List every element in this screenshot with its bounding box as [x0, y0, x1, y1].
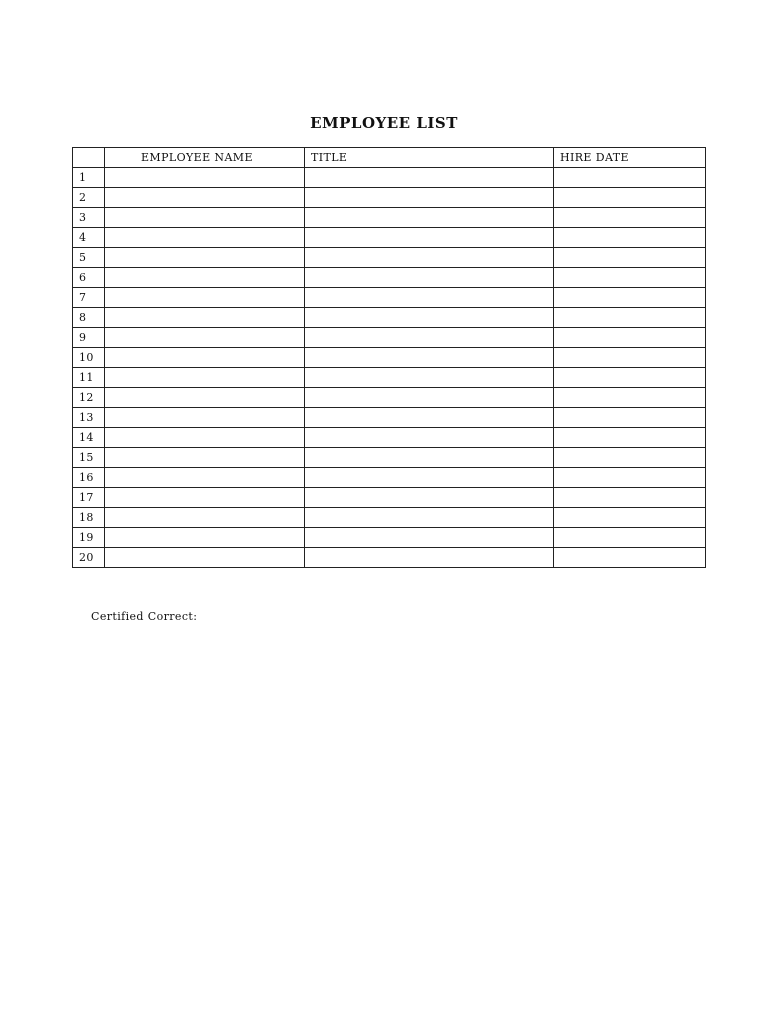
table-row	[73, 188, 706, 208]
title-cell[interactable]	[305, 388, 554, 408]
header-employee-name: EMPLOYEE NAME	[105, 148, 305, 168]
employee-name-cell[interactable]	[105, 308, 305, 328]
hire-date-cell[interactable]	[554, 168, 706, 188]
table-row	[73, 168, 706, 188]
table-row	[73, 228, 706, 248]
table-row	[73, 248, 706, 268]
employee-table	[72, 147, 706, 568]
row-number: 9	[73, 328, 105, 348]
header-number	[73, 148, 105, 168]
table-row	[73, 448, 706, 468]
hire-date-cell[interactable]	[554, 428, 706, 448]
title-cell[interactable]	[305, 368, 554, 388]
employee-name-cell[interactable]	[105, 208, 305, 228]
employee-name-cell[interactable]	[105, 328, 305, 348]
employee-name-cell[interactable]	[105, 528, 305, 548]
hire-date-cell[interactable]	[554, 348, 706, 368]
table-row	[73, 388, 706, 408]
hire-date-cell[interactable]	[554, 488, 706, 508]
row-number: 15	[73, 448, 105, 468]
hire-date-cell[interactable]	[554, 448, 706, 468]
hire-date-cell[interactable]	[554, 308, 706, 328]
row-number: 13	[73, 408, 105, 428]
row-number: 16	[73, 468, 105, 488]
title-cell[interactable]	[305, 268, 554, 288]
row-number: 12	[73, 388, 105, 408]
employee-name-cell[interactable]	[105, 388, 305, 408]
hire-date-cell[interactable]	[554, 288, 706, 308]
title-cell[interactable]	[305, 328, 554, 348]
table-row	[73, 428, 706, 448]
title-cell[interactable]	[305, 308, 554, 328]
title-cell[interactable]	[305, 448, 554, 468]
employee-name-cell[interactable]	[105, 508, 305, 528]
table-row	[73, 548, 706, 568]
employee-name-cell[interactable]	[105, 228, 305, 248]
row-number: 1	[73, 168, 105, 188]
title-cell[interactable]	[305, 288, 554, 308]
title-cell[interactable]	[305, 348, 554, 368]
row-number: 17	[73, 488, 105, 508]
table-header-row	[73, 148, 706, 168]
row-number: 7	[73, 288, 105, 308]
row-number: 18	[73, 508, 105, 528]
header-hire-date: HIRE DATE	[554, 148, 706, 168]
hire-date-cell[interactable]	[554, 248, 706, 268]
table-row	[73, 208, 706, 228]
title-cell[interactable]	[305, 408, 554, 428]
table-row	[73, 488, 706, 508]
row-number: 14	[73, 428, 105, 448]
table-row	[73, 528, 706, 548]
header-title: TITLE	[305, 148, 554, 168]
hire-date-cell[interactable]	[554, 188, 706, 208]
hire-date-cell[interactable]	[554, 408, 706, 428]
employee-name-cell[interactable]	[105, 548, 305, 568]
title-cell[interactable]	[305, 168, 554, 188]
employee-name-cell[interactable]	[105, 168, 305, 188]
title-cell[interactable]	[305, 528, 554, 548]
hire-date-cell[interactable]	[554, 228, 706, 248]
table-row	[73, 368, 706, 388]
hire-date-cell[interactable]	[554, 468, 706, 488]
row-number: 2	[73, 188, 105, 208]
employee-name-cell[interactable]	[105, 448, 305, 468]
title-cell[interactable]	[305, 188, 554, 208]
employee-name-cell[interactable]	[105, 488, 305, 508]
hire-date-cell[interactable]	[554, 208, 706, 228]
title-cell[interactable]	[305, 488, 554, 508]
table-row	[73, 288, 706, 308]
title-cell[interactable]	[305, 548, 554, 568]
hire-date-cell[interactable]	[554, 548, 706, 568]
row-number: 20	[73, 548, 105, 568]
table-row	[73, 508, 706, 528]
title-cell[interactable]	[305, 508, 554, 528]
row-number: 6	[73, 268, 105, 288]
table-row	[73, 268, 706, 288]
title-cell[interactable]	[305, 248, 554, 268]
row-number: 11	[73, 368, 105, 388]
title-cell[interactable]	[305, 428, 554, 448]
row-number: 10	[73, 348, 105, 368]
hire-date-cell[interactable]	[554, 368, 706, 388]
row-number: 5	[73, 248, 105, 268]
table-row	[73, 328, 706, 348]
employee-name-cell[interactable]	[105, 468, 305, 488]
row-number: 19	[73, 528, 105, 548]
hire-date-cell[interactable]	[554, 388, 706, 408]
employee-name-cell[interactable]	[105, 248, 305, 268]
title-cell[interactable]	[305, 468, 554, 488]
employee-name-cell[interactable]	[105, 428, 305, 448]
hire-date-cell[interactable]	[554, 328, 706, 348]
table-row	[73, 468, 706, 488]
employee-name-cell[interactable]	[105, 268, 305, 288]
hire-date-cell[interactable]	[554, 508, 706, 528]
title-cell[interactable]	[305, 208, 554, 228]
table-row	[73, 308, 706, 328]
row-number: 4	[73, 228, 105, 248]
row-number: 8	[73, 308, 105, 328]
certified-correct-label: Certified Correct:	[91, 610, 198, 623]
employee-name-cell[interactable]	[105, 368, 305, 388]
employee-name-cell[interactable]	[105, 348, 305, 368]
employee-name-cell[interactable]	[105, 408, 305, 428]
title-cell[interactable]	[305, 228, 554, 248]
row-number: 3	[73, 208, 105, 228]
hire-date-cell[interactable]	[554, 268, 706, 288]
hire-date-cell[interactable]	[554, 528, 706, 548]
table-row	[73, 348, 706, 368]
table-row	[73, 408, 706, 428]
document-title: EMPLOYEE LIST	[310, 114, 458, 132]
employee-name-cell[interactable]	[105, 288, 305, 308]
employee-name-cell[interactable]	[105, 188, 305, 208]
